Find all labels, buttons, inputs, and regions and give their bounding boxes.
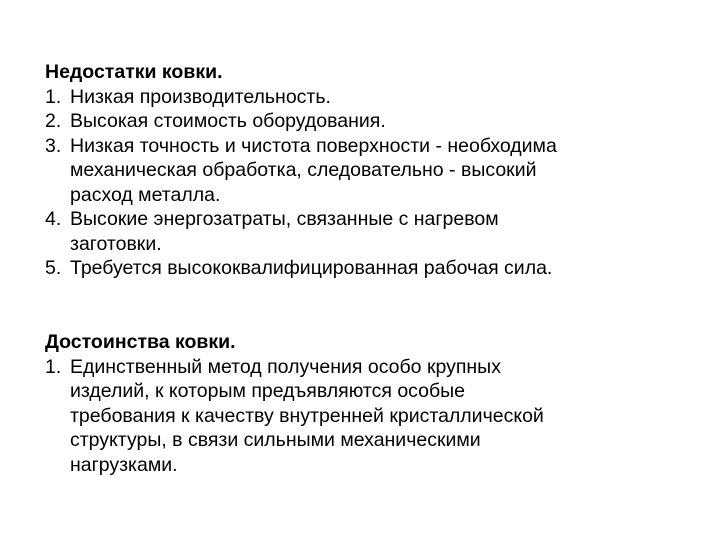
item-text: Высокая стоимость оборудования. [70,110,386,132]
list-item [45,85,685,110]
list-item [45,355,685,478]
item-text-line: структуры, в связи сильными механическими [70,429,481,451]
item-number: 1. [45,85,62,108]
list-item [45,256,685,281]
item-number: 5. [45,257,62,279]
item-text: Низкая производительность. [70,85,331,108]
item-text-line: нагрузками. [70,453,178,476]
item-text-line: Единственный метод получения особо крупных [70,355,501,378]
list-item [45,109,685,134]
item-number: 4. [45,208,62,230]
item-text [70,355,685,478]
item-text-line: изделий, к которым предъявляются особые [70,380,466,402]
item-number: 3. [45,134,62,157]
item-text [70,134,685,208]
item-text-line: Низкая точность и чистота поверхности - необходима [70,134,557,157]
disadvantages-heading: Недостатки ковки. [45,61,223,83]
item-text [70,207,685,256]
item-text-line: Высокие энергозатраты, связанные с нагревом [70,208,499,230]
item-text-line: расход металла. [70,183,221,206]
disadvantages-list [45,85,685,281]
item-text-line: требования к качеству внутренней кристаллической [70,404,544,427]
list-item [45,134,685,208]
item-text: Требуется высококвалифицированная рабочая сила. [70,257,553,279]
item-number: 2. [45,110,62,132]
disadvantages-section [45,60,685,281]
advantages-list [45,355,685,478]
list-item [45,207,685,256]
item-text-line: механическая обработка, следовательно - высокий [70,159,537,181]
item-text-line: заготовки. [70,232,162,255]
advantages-section [45,330,685,477]
item-number: 1. [45,355,62,378]
advantages-heading: Достоинства ковки. [45,331,236,353]
